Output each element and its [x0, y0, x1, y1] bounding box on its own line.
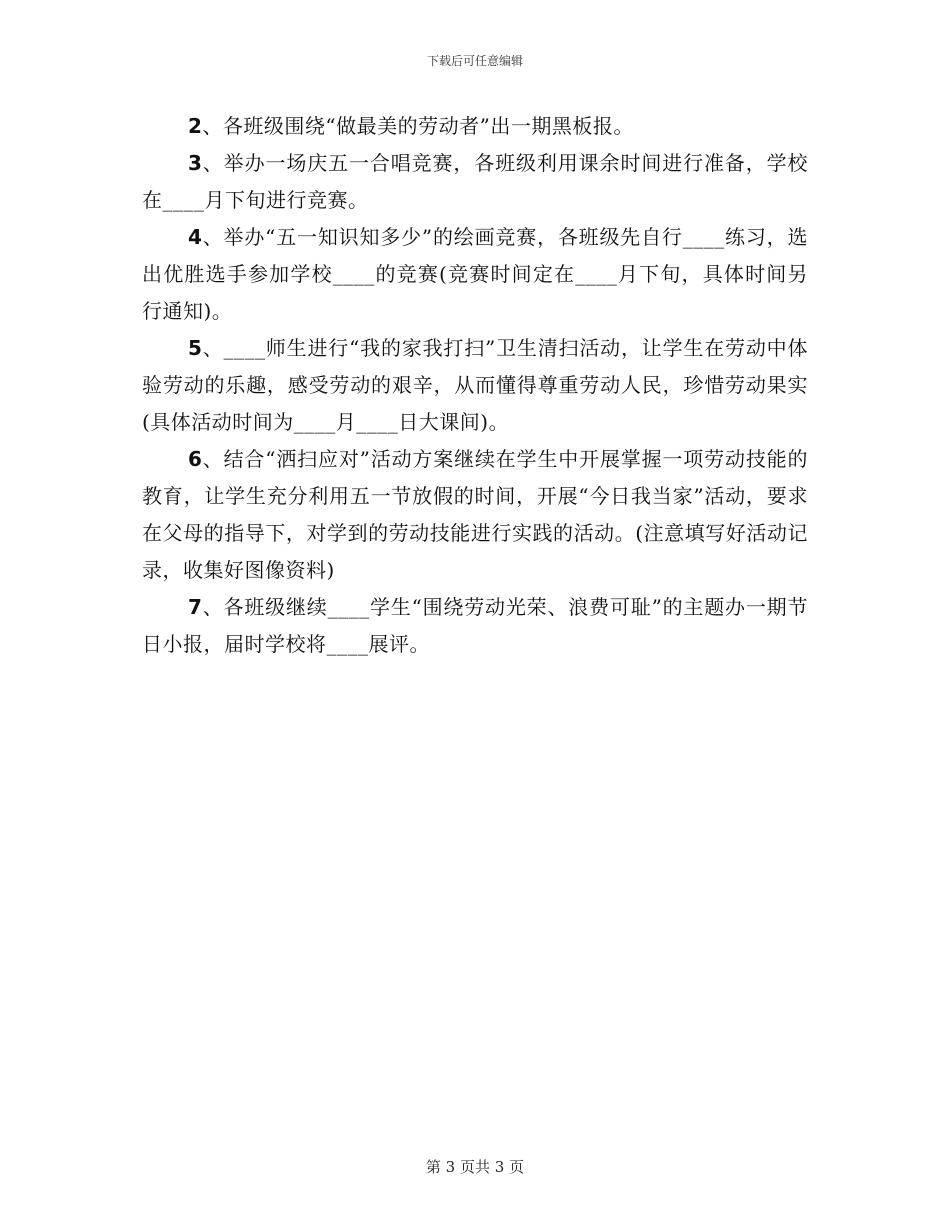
item-number: 6	[188, 447, 203, 471]
item-number: 4	[188, 225, 203, 249]
item-text: 、举办“五一知识知多少”的绘画竞赛，各班级先自行____练习，选出优胜选手参加学校____的竞赛(竞赛时间定在____月下旬，具体时间另行通知)。	[142, 225, 808, 323]
item-number: 7	[188, 595, 203, 619]
item-number: 5	[188, 336, 203, 360]
document-body	[142, 108, 808, 663]
item-text: 、____师生进行“我的家我打扫”卫生清扫活动，让学生在劳动中体验劳动的乐趣，感受劳动的艰辛，从而懂得尊重劳动人民，珍惜劳动果实(具体活动时间为____月____日大课间)。	[142, 336, 808, 434]
item-number: 3	[188, 151, 203, 175]
list-item	[142, 108, 808, 145]
list-item	[142, 441, 808, 589]
list-item	[142, 145, 808, 219]
item-number: 2	[188, 114, 203, 138]
list-item	[142, 330, 808, 441]
item-text: 、结合“洒扫应对”活动方案继续在学生中开展掌握一项劳动技能的教育，让学生充分利用五一节放假的时间，开展“今日我当家”活动，要求在父母的指导下，对学到的劳动技能进行实践的活动。(注意填写好活动记录，收集好图像资料)	[142, 447, 808, 582]
list-item	[142, 219, 808, 330]
item-text: 、各班级围绕“做最美的劳动者”出一期黑板报。	[202, 114, 634, 138]
page-header: 下载后可任意编辑	[426, 54, 523, 68]
page-footer: 第 3 页共 3 页	[425, 1158, 525, 1176]
list-item	[142, 589, 808, 663]
item-text: 、各班级继续____学生“围绕劳动光荣、浪费可耻”的主题办一期节日小报，届时学校将____展评。	[142, 595, 808, 656]
item-text: 、举办一场庆五一合唱竞赛，各班级利用课余时间进行准备，学校在____月下旬进行竞赛。	[142, 151, 808, 212]
